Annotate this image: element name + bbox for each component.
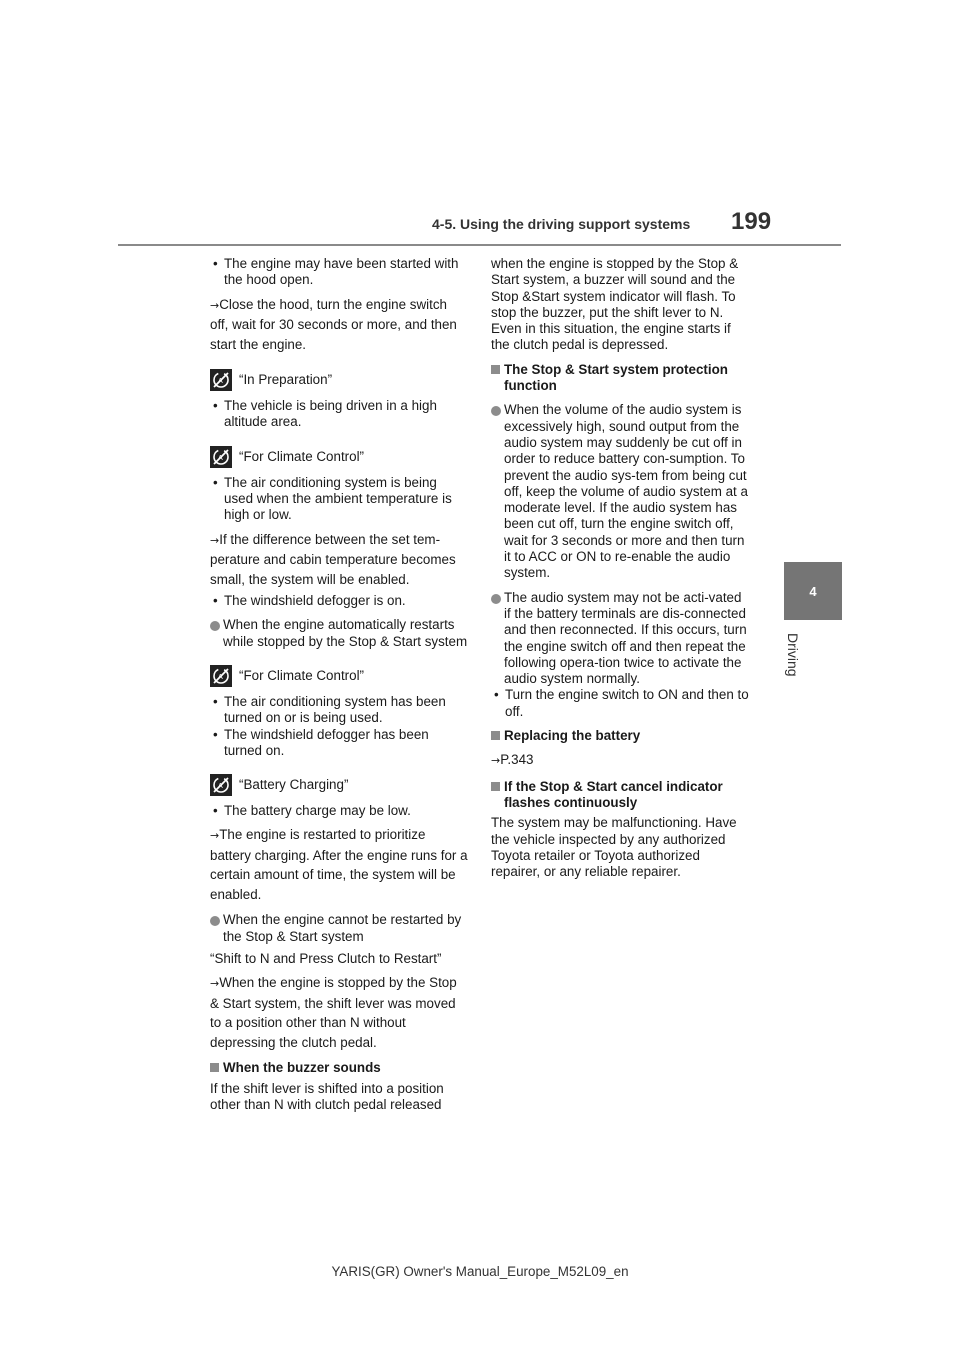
section-heading: If the Stop & Start cancel indicator flashes continuously <box>491 779 749 812</box>
stop-start-indicator-icon <box>210 665 232 687</box>
arrow-note <box>210 530 468 590</box>
circle-item: The audio system may not be acti-vated if the battery terminals are dis-connected and then reconnected. If this occurs, turn the engine switch off and then repeat the following opera-tion twice to activate the audio system normally. <box>491 590 749 688</box>
page-footer <box>0 1264 960 1279</box>
svg-text:A: A <box>218 453 223 462</box>
section-heading: Replacing the battery <box>491 728 749 744</box>
arrow-note <box>210 825 468 904</box>
message-text: “For Climate Control” <box>239 448 365 464</box>
arrow-text: When the engine is stopped by the Stop & Start system, the shift lever was moved to a position other than N without depressing the clutch pedal. <box>210 975 457 1050</box>
paragraph: The system may be malfunctioning. Have the vehicle inspected by any authorized Toyota retailer or Toyota authorized repairer, or any reliable repairer. <box>491 815 737 880</box>
message-text: “Battery Charging” <box>239 777 349 792</box>
page-number: 199 <box>731 208 772 235</box>
arrow-text: If the difference between the set tem-perature and cabin temperature becomes small, the system will be enabled. <box>210 531 456 587</box>
page-header <box>0 0 960 250</box>
section-title: 4-5. Using the driving support systems <box>432 216 691 232</box>
message-line <box>210 445 468 469</box>
stop-start-indicator-icon <box>210 774 232 796</box>
circle-item: When the volume of the audio system is excessively high, sound output from the audio system may suddenly be cut off in order to reduce battery con-sumption. To prevent the audio sys-tem from being cut off, keep the volume of audio system at a moderate level. If the audio system has been cut off, turn the engine switch off, wait for 3 seconds or more and then turn it to ACC or ON to re-enable the audio system. <box>491 402 749 581</box>
svg-text:A: A <box>218 672 223 681</box>
message-line <box>210 368 468 392</box>
bullet-item: • Turn the engine switch to ON and then to off. <box>491 687 749 720</box>
svg-text:A: A <box>218 782 223 791</box>
bullet-item: • The engine may have been started with the hood open. <box>210 256 468 289</box>
footer-text: YARIS(GR) Owner's Manual_Europe_M52L09_en <box>331 1264 629 1279</box>
arrow-text: Close the hood, turn the engine switch off, wait for 30 seconds or more, and then start the engine. <box>210 296 457 352</box>
circle-item: When the engine cannot be restarted by the Stop & Start system <box>210 912 468 945</box>
bullet-item: • The windshield defogger is on. <box>210 593 468 609</box>
message-line <box>210 773 468 797</box>
section-heading: When the buzzer sounds <box>210 1060 468 1076</box>
paragraph: If the shift lever is shifted into a position other than N with clutch pedal released <box>210 1080 444 1112</box>
stop-start-indicator-icon <box>210 369 232 391</box>
chapter-tab[interactable] <box>784 562 842 620</box>
chapter-label: Driving <box>785 633 801 677</box>
section-heading: The Stop & Start system protection function <box>491 362 749 395</box>
page-reference-link[interactable]: P.343 <box>500 752 534 768</box>
right-column <box>491 256 749 881</box>
paragraph: when the engine is stopped by the Stop & Start system, a buzzer will sound and the Stop &Start system indicator will flash. To stop the buzzer, put the shift lever to N. Even in this situation, the engine starts if the clutch pedal is depressed. <box>491 256 739 353</box>
bullet-item: • The air conditioning system is being used when the ambient temperature is high or low. <box>210 475 468 524</box>
arrow-note <box>210 973 468 1052</box>
message-line <box>210 664 468 688</box>
arrow-icon: → <box>210 977 220 991</box>
arrow-icon: → <box>491 754 501 768</box>
svg-text:A: A <box>218 377 223 386</box>
arrow-text: The engine is restarted to prioritize battery charging. After the engine runs for a certain amount of time, the system will be enabled. <box>210 827 468 902</box>
left-column <box>210 256 468 1113</box>
arrow-icon: → <box>210 298 220 312</box>
message-text: “In Preparation” <box>239 371 333 387</box>
chapter-number: 4 <box>809 584 817 599</box>
arrow-icon: → <box>210 533 220 547</box>
bullet-item: • The air conditioning system has been turned on or is being used. <box>210 694 468 727</box>
bullet-item: • The windshield defogger has been turned on. <box>210 727 468 760</box>
bullet-item: • The battery charge may be low. <box>210 803 468 819</box>
bullet-item: • The vehicle is being driven in a high altitude area. <box>210 398 468 431</box>
circle-item: When the engine automatically restarts while stopped by the Stop & Start system <box>210 617 468 650</box>
message-quote: “Shift to N and Press Clutch to Restart” <box>210 951 442 967</box>
arrow-icon: → <box>210 829 220 843</box>
stop-start-indicator-icon <box>210 446 232 468</box>
message-text: “For Climate Control” <box>239 667 365 683</box>
header-rule <box>118 244 841 246</box>
arrow-note <box>210 295 468 355</box>
arrow-note[interactable] <box>491 750 749 771</box>
